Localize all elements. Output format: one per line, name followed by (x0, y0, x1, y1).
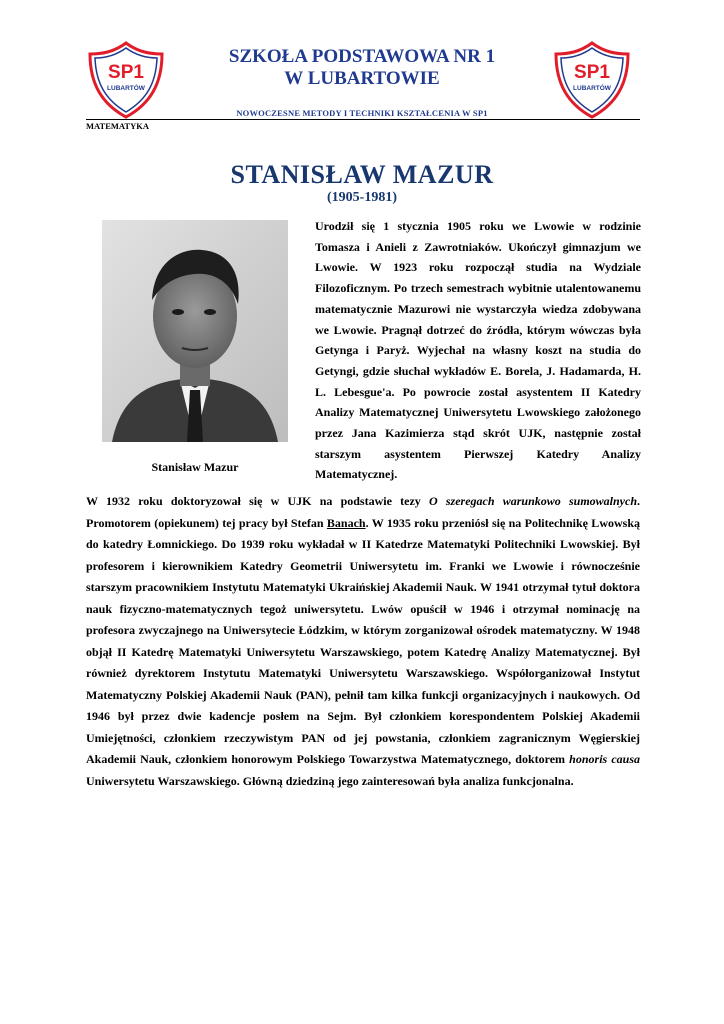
main-text-part3: . W 1935 roku przeniósł się na Politechnikę Lwowską do katedry Łomnickiego. Do 1939 roku wykładał w II Katedrze Matematyki Politechniki Lwowskiej. Był profesorem i kierownikiem Katedry Geometrii Uniwersytetu im. Franki we Lwowie i równocześnie starszym pracownikiem Instytutu Matematyki Ukraińskiej Akademii Nauk. W 1941 otrzymał tytuł doktora nauk fizyczno-matematycznych tegoż uniwersytetu. Lwów opuścił w 1946 i otrzymał nominację na profesora zwyczajnego na Uniwersytecie Łódzkim, w którym zorganizował ośrodek matematyczny. W 1948 objął II Katedrę Matematyki Uniwersytetu Warszawskiego, potem Katedrę Analizy Matematycznej. Był również dyrektorem Instytutu Matematyki Uniwersytetu Warszawskiego. Współorganizował Instytut Matematyczny Polskiej Akademii Nauk (PAN), pełnił tam kilka funkcji organizacyjnych i naukowych. Od 1946 był przez dwie kadencje posłem na Sejm. Był członkiem korespondentem Polskiej Akademii Umiejętności, członkiem rzeczywistym PAN od jej powstania, członkiem zagranicznym Węgierskiej Akademii Nauk, członkiem honorowym Polskiego Towarzystwa Matematycznego, doktorem (86, 515, 640, 766)
header-subtitle: NOWOCZESNE METODY I TECHNIKI KSZTAŁCENIA W SP1 (236, 108, 488, 118)
main-text-part1: W 1932 roku doktoryzował się w UJK na podstawie tezy (86, 494, 429, 508)
thesis-title: O szeregach warunkowo sumowalnych (429, 494, 637, 508)
portrait-photo (102, 220, 288, 442)
logo-text: SP1 (574, 62, 610, 83)
photo-caption: Stanisław Mazur (151, 460, 239, 474)
logo-subtext: LUBARTÓW (107, 85, 145, 92)
banach-link[interactable]: Banach (326, 515, 366, 530)
logo-subtext: LUBARTÓW (573, 85, 611, 92)
school-title (180, 46, 544, 90)
header-divider (86, 119, 640, 120)
page-title: STANISŁAW MAZUR (230, 160, 494, 189)
main-text-part4: Uniwersytetu Warszawskiego. Główną dziedziną jego zainteresowań była analiza funkcjonalna. (86, 773, 574, 788)
life-years: (1905-1981) (327, 190, 397, 205)
honoris-causa-text: honoris causa (569, 752, 640, 766)
portrait-image-icon (102, 220, 288, 442)
subject-label: MATEMATYKA (86, 121, 149, 131)
main-text-part2: . Promotorem (opiekunem) tej pracy był Stefan (86, 494, 640, 530)
logo-text: SP1 (108, 62, 144, 83)
school-logo-right (552, 40, 632, 120)
school-logo-left (86, 40, 166, 120)
main-paragraph (86, 491, 640, 792)
shield-logo-icon (552, 40, 632, 120)
intro-paragraph: Urodził się 1 stycznia 1905 roku we Lwowie w rodzinie Tomasza i Anieli z Zawrotniaków. Ukończył gimnazjum we Lwowie. W 1923 roku rozpoczął studia na Wydziale Filozoficznym. Po trzech semestrach wybitnie utalentowanemu matematycznie Mazurowi nie wystarczyła wiedza zdobywana we Lwowie. Pragnął dotrzeć do źródła, którym wówczas była Getynga i Paryż. Wyjechał na własny koszt na studia do Getyngi, gdzie słuchał wykładów E. Borela, J. Hadamarda, H. L. Lebesgue'a. Po powrocie został asystentem II Katedry Analizy Matematycznej Uniwersytetu Lwowskiego założonego przez Jana Kazimierza stąd skrót UJK, następnie został starszym asystentem Pierwszej Katedry Analizy Matematycznej. (315, 219, 641, 482)
school-title-line2: W LUBARTOWIE (284, 68, 440, 89)
shield-logo-icon (86, 40, 166, 120)
school-title-line1: SZKOŁA PODSTAWOWA NR 1 (228, 46, 496, 67)
